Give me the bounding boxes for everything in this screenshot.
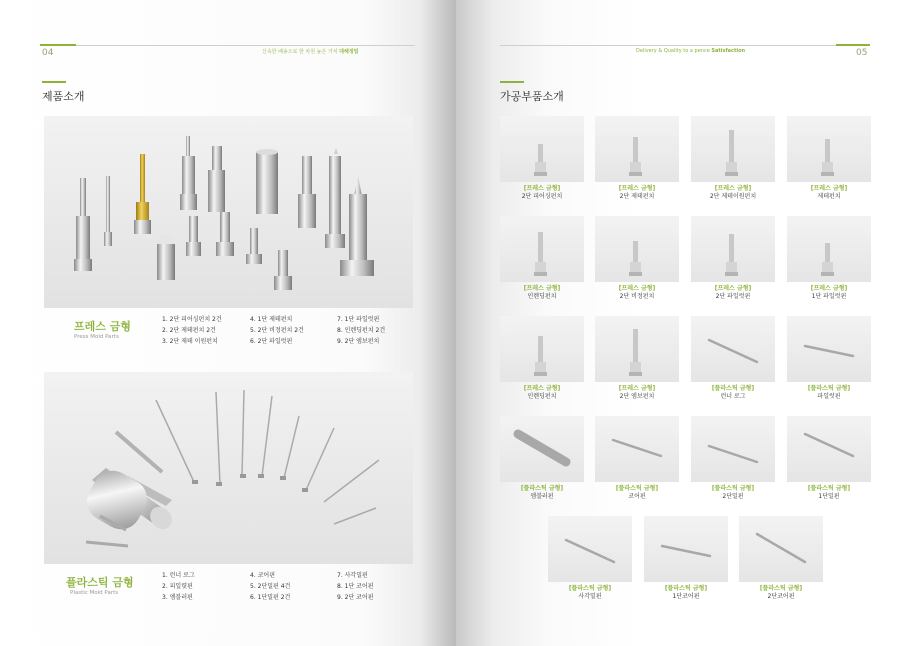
part-illustration (691, 416, 775, 482)
part-category: [프레스 금형] (618, 185, 656, 192)
part-name: 2단 피어싱펀치 (521, 193, 563, 200)
part-name: 런너 로그 (720, 393, 746, 400)
part-photo (787, 416, 871, 482)
pin-9 (340, 176, 374, 276)
part-illustration (500, 116, 584, 182)
part-category: [프레스 금형] (810, 185, 848, 192)
plastic-mold-photo (44, 372, 413, 564)
part-card (691, 416, 775, 501)
part-name: 제테펀치 (817, 193, 841, 200)
part-category: [프레스 금형] (714, 285, 752, 292)
list-item: 8. 인렌딩펀치 2건 (337, 327, 386, 334)
part-photo (644, 516, 728, 582)
list-item: 6. 2단 파일럿핀 (250, 338, 293, 345)
plastic-mold-title: 플라스틱 금형 (66, 576, 134, 589)
part-card (787, 316, 871, 401)
part-card (787, 116, 871, 201)
pin-4 (180, 136, 197, 210)
part-photo (595, 116, 679, 182)
part-illustration (787, 316, 871, 382)
part-name: 파일럿핀 (817, 393, 841, 400)
part-card (644, 516, 728, 601)
part-photo (595, 216, 679, 282)
part-photo (500, 116, 584, 182)
part-category: [플라스틱 금형] (711, 485, 755, 492)
header-rule (500, 45, 870, 46)
section-title: 가공부품소개 (500, 90, 564, 103)
part-category: [프레스 금형] (810, 285, 848, 292)
part-illustration (787, 416, 871, 482)
part-category: [플라스틱 금형] (568, 585, 612, 592)
left-page (0, 0, 456, 646)
part-card (691, 216, 775, 301)
part-photo (500, 416, 584, 482)
part-card (787, 216, 871, 301)
page-number: 04 (42, 48, 54, 58)
plastic-list-col-2 (250, 570, 290, 603)
part-photo (595, 416, 679, 482)
part-card (691, 316, 775, 401)
part-card (500, 216, 584, 301)
part-illustration (691, 116, 775, 182)
part-name: 2단코어핀 (767, 593, 795, 600)
list-item: 6. 1단밀핀 2건 (250, 594, 291, 601)
part-illustration (595, 316, 679, 382)
part-name: 엠블러핀 (530, 493, 554, 500)
part-illustration (739, 516, 823, 582)
press-list-col-1 (162, 314, 222, 347)
section-title: 제품소개 (42, 90, 85, 103)
pin-6 (256, 149, 278, 214)
pin-2 (104, 176, 112, 246)
part-name: 2단 제테이원펀치 (709, 193, 757, 200)
part-illustration (595, 416, 679, 482)
press-list-col-2 (250, 314, 304, 347)
part-category: [플라스틱 금형] (759, 585, 803, 592)
part-photo (787, 216, 871, 282)
list-item: 1. 런너 로그 (162, 572, 195, 579)
part-name: 2단 비정펀치 (619, 293, 655, 300)
part-photo (500, 316, 584, 382)
part-illustration (691, 316, 775, 382)
part-illustration (500, 216, 584, 282)
list-item: 2. 피일렷핀 (162, 583, 193, 590)
header-rule (40, 45, 415, 46)
list-item: 7. 사각밀핀 (337, 572, 368, 579)
part-photo (691, 416, 775, 482)
part-photo (595, 316, 679, 382)
title-accent (500, 81, 524, 83)
list-item: 7. 1단 파일럿핀 (337, 316, 380, 323)
part-illustration (787, 216, 871, 282)
list-item: 4. 코어핀 (250, 572, 276, 579)
part-card (691, 116, 775, 201)
pin-14 (274, 250, 292, 290)
part-name: 인렌딩펀치 (527, 393, 557, 400)
pin-10 (157, 234, 175, 280)
part-category: [플라스틱 금형] (807, 385, 851, 392)
part-category: [프레스 금형] (523, 285, 561, 292)
part-photo (691, 316, 775, 382)
part-name: 1단코어핀 (672, 593, 700, 600)
list-item: 9. 2단 코어핀 (337, 594, 374, 601)
part-photo (787, 316, 871, 382)
part-name: 2단 엠보펀치 (619, 393, 655, 400)
part-illustration (500, 316, 584, 382)
part-name: 사각밀핀 (578, 593, 602, 600)
pin-12 (216, 212, 234, 256)
title-accent (42, 81, 66, 83)
part-category: [플라스틱 금형] (520, 485, 564, 492)
page-number: 05 (856, 48, 868, 58)
header-accent (40, 44, 76, 46)
part-name: 1단밀핀 (818, 493, 840, 500)
plastic-list-col-3 (337, 570, 374, 603)
part-photo (691, 216, 775, 282)
part-illustration (595, 216, 679, 282)
part-category: [프레스 금형] (618, 285, 656, 292)
part-illustration (548, 516, 632, 582)
press-mold-subtitle: Press Mold Parts (74, 334, 119, 340)
part-category: [플라스틱 금형] (664, 585, 708, 592)
part-category: [플라스틱 금형] (807, 485, 851, 492)
press-list-col-3 (337, 314, 385, 347)
part-photo (548, 516, 632, 582)
part-name: 2단밀핀 (722, 493, 744, 500)
pin-1 (74, 178, 92, 271)
list-item: 5. 2단밀핀 4건 (250, 583, 291, 590)
part-card (500, 416, 584, 501)
part-category: [플라스틱 금형] (615, 485, 659, 492)
list-item: 3. 엠블러핀 (162, 594, 193, 601)
part-illustration (691, 216, 775, 282)
part-illustration (595, 116, 679, 182)
pin-11 (186, 216, 201, 256)
header-tagline: 신속한 배송으로 한 차원 높은 가치 대해정밀 (262, 49, 359, 55)
header-accent (836, 44, 870, 46)
part-card (500, 116, 584, 201)
part-card (739, 516, 823, 601)
plastic-list-col-1 (162, 570, 195, 603)
part-category: [프레스 금형] (618, 385, 656, 392)
press-mold-photo (44, 116, 413, 308)
part-illustration (644, 516, 728, 582)
part-name: 1단 파일럿핀 (811, 293, 847, 300)
part-name: 코어핀 (628, 493, 646, 500)
part-name: 인렌딩펀치 (527, 293, 557, 300)
pin-8 (325, 148, 345, 248)
part-illustration (500, 416, 584, 482)
list-item: 3. 2단 제테 이원펀치 (162, 338, 218, 345)
part-card (595, 116, 679, 201)
part-name: 2단 제테펀치 (619, 193, 655, 200)
part-photo (691, 116, 775, 182)
part-category: [프레스 금형] (523, 185, 561, 192)
pin-gold (134, 154, 151, 234)
part-card (595, 416, 679, 501)
plastic-mold-subtitle: Plastic Mold Parts (70, 590, 119, 596)
part-category: [프레스 금형] (523, 385, 561, 392)
press-mold-title: 프레스 금형 (74, 320, 131, 333)
pin-7 (298, 156, 316, 228)
part-photo (787, 116, 871, 182)
part-photo (500, 216, 584, 282)
pin-5 (208, 146, 225, 212)
pin-13 (246, 228, 262, 264)
list-item: 2. 2단 제테펀치 2건 (162, 327, 216, 334)
part-photo (739, 516, 823, 582)
list-item: 4. 1단 제테펀치 (250, 316, 293, 323)
part-card (787, 416, 871, 501)
right-page (456, 0, 913, 646)
part-category: [프레스 금형] (714, 185, 752, 192)
part-card (500, 316, 584, 401)
header-tagline: Delivery & Quality to a pence Satisfaction (636, 48, 746, 54)
part-name: 2단 파일럿핀 (715, 293, 751, 300)
list-item: 1. 2단 피어싱펀치 2건 (162, 316, 222, 323)
part-card (595, 316, 679, 401)
part-card (595, 216, 679, 301)
list-item: 9. 2단 엠보펀치 (337, 338, 380, 345)
part-card (548, 516, 632, 601)
part-category: [플라스틱 금형] (711, 385, 755, 392)
list-item: 8. 1단 코어핀 (337, 583, 374, 590)
part-illustration (787, 116, 871, 182)
list-item: 5. 2단 비정펀치 2건 (250, 327, 304, 334)
